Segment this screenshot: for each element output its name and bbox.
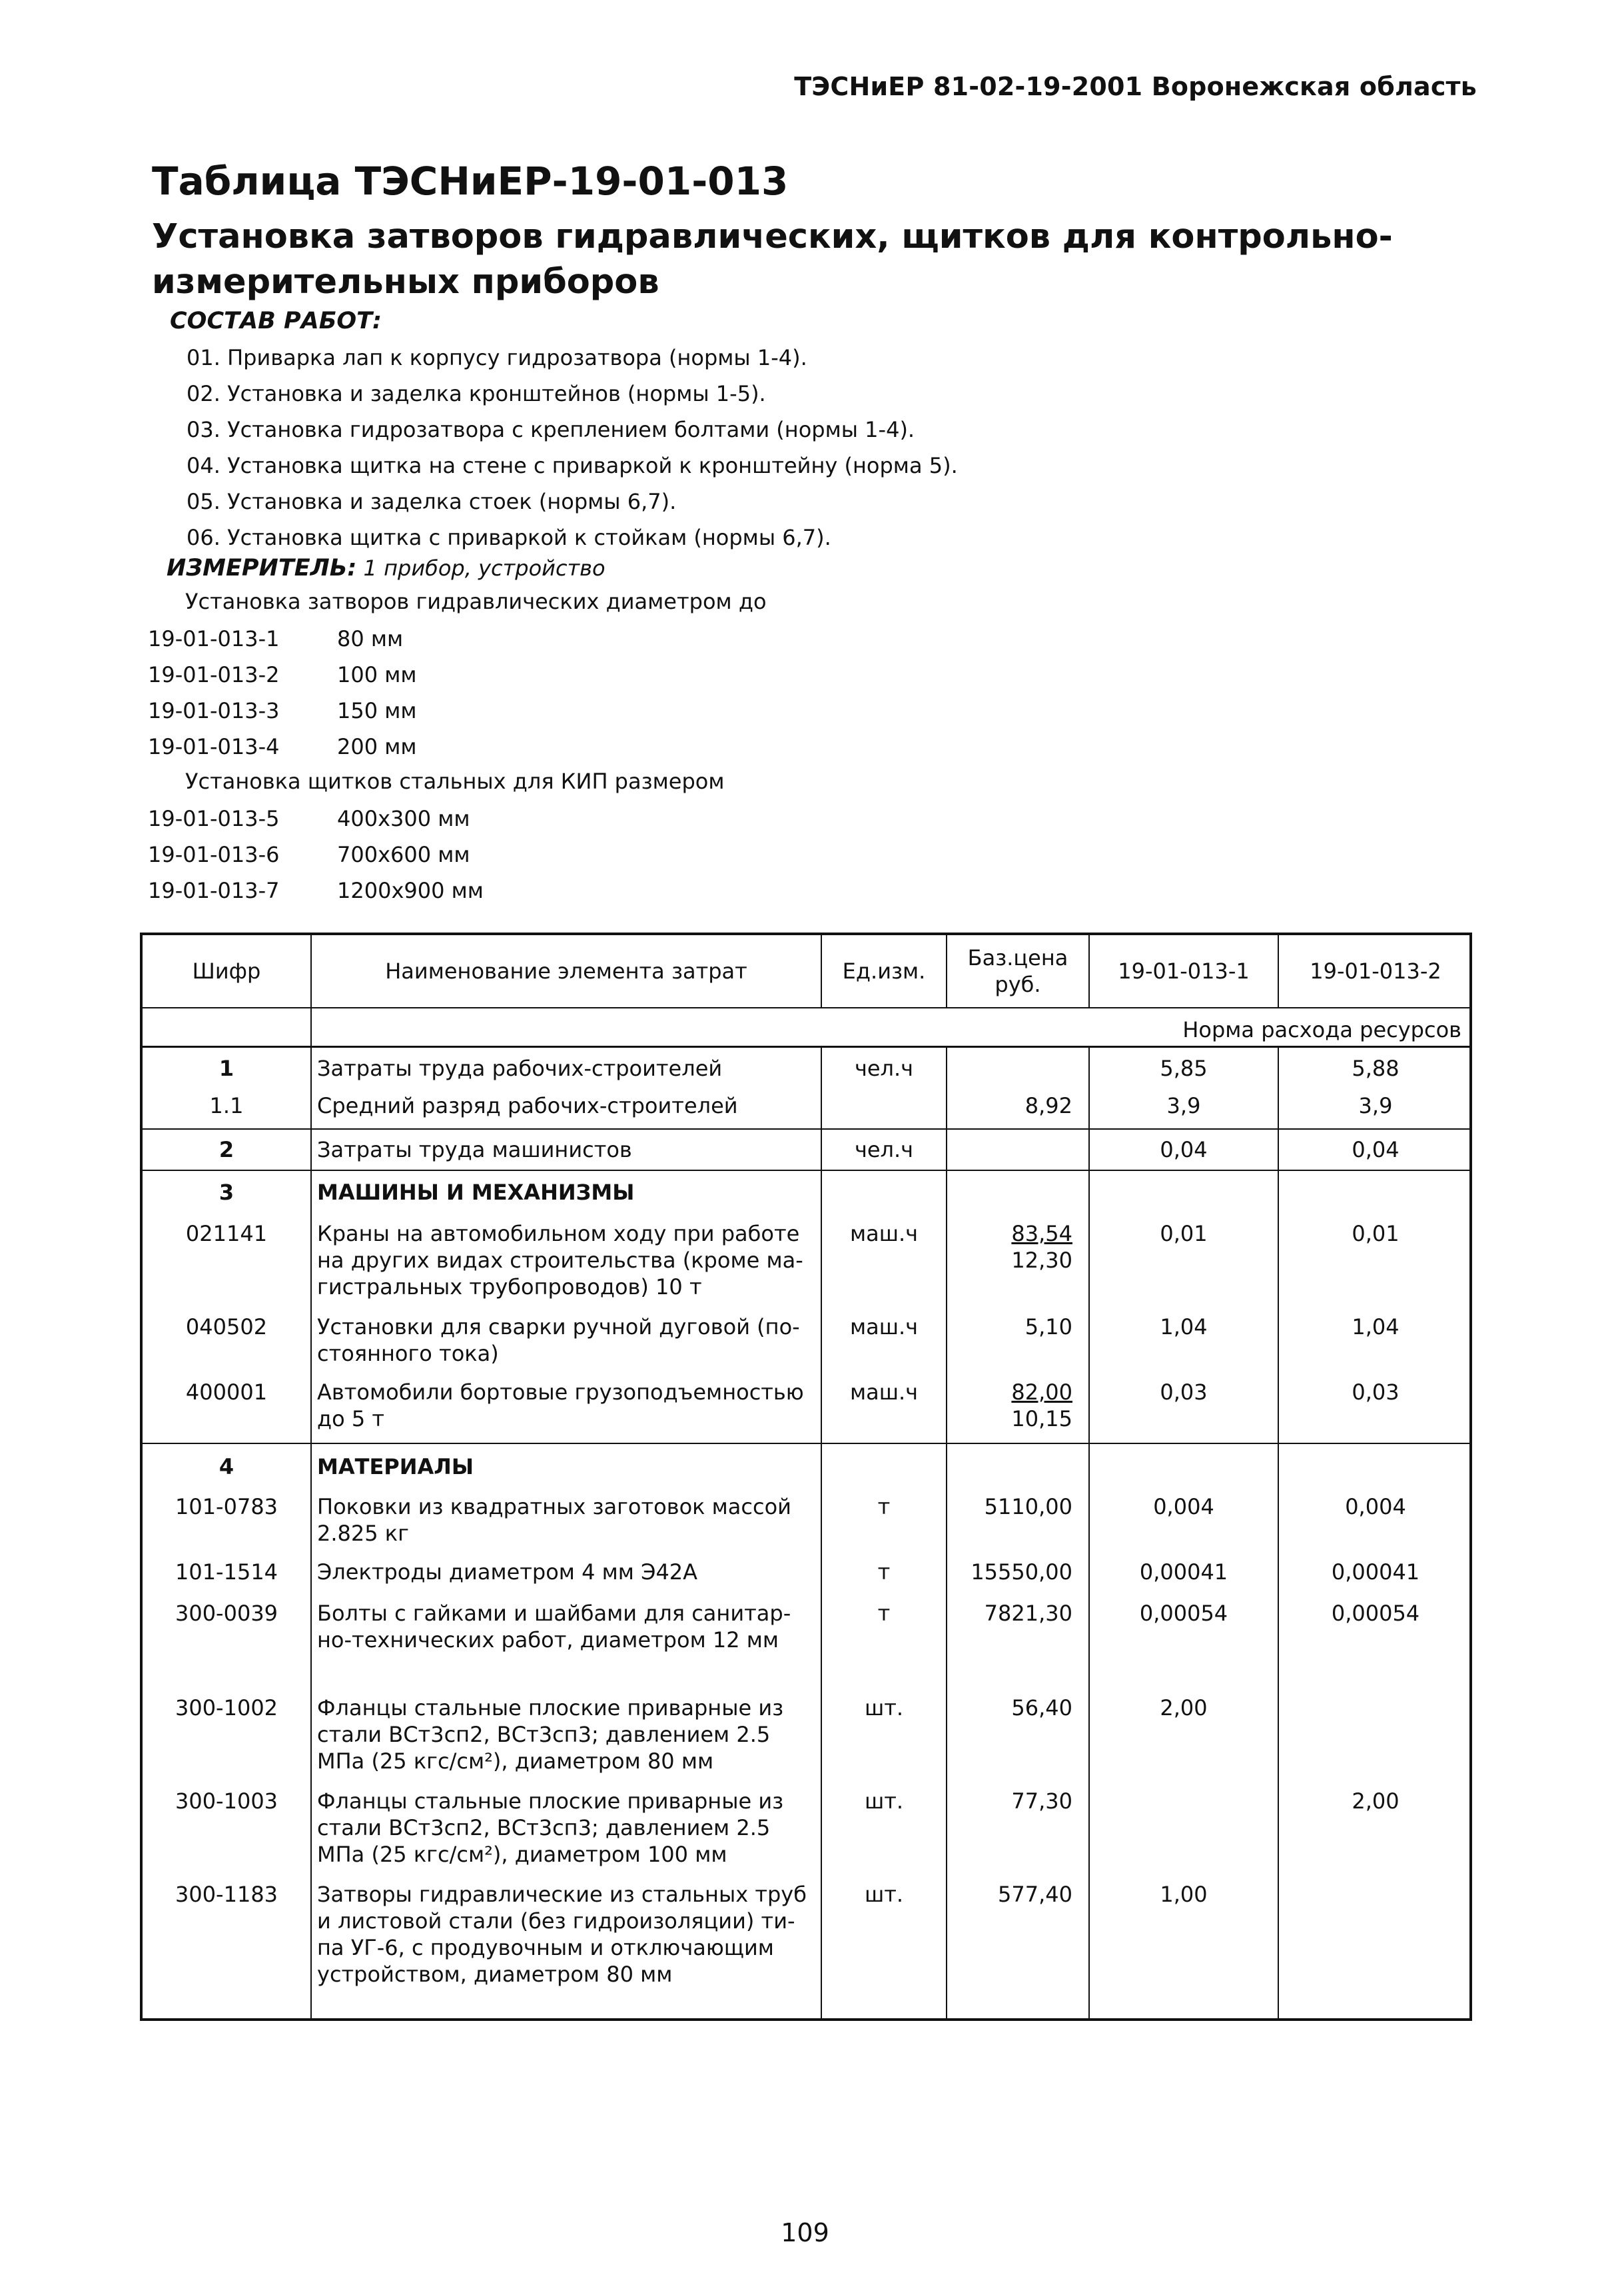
- row-price: 8,92: [1024, 1093, 1072, 1118]
- row-name-line: стали ВСт3сп2, ВСт3сп3; давлением 2.5: [317, 1722, 771, 1747]
- composition-item: 01. Приварка лап к корпусу гидрозатвора (нормы 1-4).: [187, 345, 807, 370]
- row-value-1: 5,85: [1160, 1056, 1208, 1081]
- row-unit: чел.ч: [854, 1056, 914, 1081]
- row-value-1: 1,04: [1160, 1314, 1208, 1339]
- row-code: 300-1003: [175, 1788, 278, 1814]
- row-name-line: Затраты труда рабочих-строителей: [317, 1056, 723, 1081]
- norm-row: [148, 729, 417, 765]
- norm-value: 400x300 мм: [337, 806, 470, 831]
- section-heading: МАТЕРИАЛЫ: [317, 1454, 474, 1479]
- row-name-line: Затворы гидравлические из стальных труб: [317, 1882, 807, 1907]
- norm-value: 100 мм: [337, 662, 417, 687]
- section-title: Установка затворов гидравлических, щитков для контрольно-измерительных приборов: [152, 217, 1393, 302]
- norm-caption: Норма расхода ресурсов: [1182, 1017, 1461, 1042]
- row-code: 1.1: [209, 1093, 244, 1118]
- row-price: 577,40: [998, 1882, 1072, 1907]
- row-value-1: 0,004: [1153, 1494, 1214, 1519]
- row-value-1: 0,00054: [1139, 1601, 1228, 1626]
- column-divider: [310, 935, 312, 2021]
- row-value-2: 5,88: [1352, 1056, 1400, 1081]
- row-unit: шт.: [864, 1882, 904, 1907]
- composition-item: 06. Установка щитка с приваркой к стойкам (нормы 6,7).: [187, 525, 831, 550]
- row-name-line: гистральных трубопроводов) 10 т: [317, 1274, 702, 1300]
- norm-code: 19-01-013-3: [148, 698, 280, 723]
- row-code: 040502: [185, 1314, 268, 1339]
- col-header-unit: Ед.изм.: [842, 958, 926, 984]
- row-price: 5,10: [1024, 1314, 1072, 1339]
- row-name-line: Электроды диаметром 4 мм Э42А: [317, 1559, 698, 1585]
- column-divider: [821, 1047, 822, 2021]
- composition-label: СОСТАВ РАБОТ:: [170, 308, 382, 334]
- row-unit: т: [877, 1559, 891, 1585]
- row-code: 101-1514: [175, 1559, 278, 1585]
- row-code: 1: [218, 1056, 234, 1081]
- norm-code: 19-01-013-7: [148, 878, 280, 903]
- norm-value: 1200x900 мм: [337, 878, 484, 903]
- composition-item: 03. Установка гидрозатвора с креплением болтами (нормы 1-4).: [187, 417, 915, 442]
- row-value-2: 0,00054: [1331, 1601, 1420, 1626]
- row-name-line: МПа (25 кгс/см²), диаметром 80 мм: [317, 1748, 714, 1774]
- row-value-1: 0,03: [1160, 1379, 1208, 1405]
- row-value-1: 0,00041: [1139, 1559, 1228, 1585]
- row-name-line: Средний разряд рабочих-строителей: [317, 1093, 738, 1118]
- row-value-2: 1,04: [1352, 1314, 1400, 1339]
- row-price: 56,40: [1011, 1695, 1072, 1721]
- row-value-1: 0,04: [1160, 1137, 1208, 1162]
- col-header-name: Наименование элемента затрат: [385, 958, 747, 984]
- row-divider: [143, 1128, 1469, 1130]
- row-unit: т: [877, 1494, 891, 1519]
- row-value-1: 1,00: [1160, 1882, 1208, 1907]
- row-unit: т: [877, 1601, 891, 1626]
- row-name-line: но-технических работ, диаметром 12 мм: [317, 1627, 779, 1653]
- row-name-line: стали ВСт3сп2, ВСт3сп3; давлением 2.5: [317, 1815, 771, 1840]
- meter-value: 1 прибор, устройство: [363, 556, 605, 581]
- norm-code: 19-01-013-6: [148, 842, 280, 867]
- row-name-line: устройством, диаметром 80 мм: [317, 1962, 673, 1987]
- row-code: 300-1002: [175, 1695, 278, 1721]
- norm-code: 19-01-013-2: [148, 662, 280, 687]
- row-code: 400001: [185, 1379, 268, 1405]
- row-unit: чел.ч: [854, 1137, 914, 1162]
- norm-row: [148, 657, 417, 693]
- row-name-line: Установки для сварки ручной дуговой (по-: [317, 1314, 800, 1339]
- row-price: 82,00: [1011, 1379, 1072, 1405]
- group-title: Установка щитков стальных для КИП размером: [185, 769, 725, 794]
- norm-row: [148, 693, 417, 729]
- row-unit: маш.ч: [849, 1221, 919, 1246]
- row-price: 7821,30: [984, 1601, 1072, 1626]
- table-title: Таблица ТЭСНиЕР-19-01-013: [152, 159, 789, 204]
- resource-table: [140, 933, 1472, 2021]
- row-name-line: Автомобили бортовые грузоподъемностью: [317, 1379, 804, 1405]
- col-header-price-unit: руб.: [995, 972, 1041, 997]
- row-price: 83,54: [1011, 1221, 1072, 1246]
- row-value-2: 0,00041: [1331, 1559, 1420, 1585]
- composition-item: 04. Установка щитка на стене с приваркой к кронштейну (норма 5).: [187, 453, 958, 478]
- running-header: ТЭСНиЕР 81-02-19-2001 Воронежская область: [794, 72, 1477, 101]
- row-price: 5110,00: [984, 1494, 1072, 1519]
- row-value-2: 0,004: [1345, 1494, 1406, 1519]
- row-code: 300-1183: [175, 1882, 278, 1907]
- row-code: 2: [218, 1137, 234, 1162]
- row-unit: шт.: [864, 1788, 904, 1814]
- row-divider: [143, 1046, 1469, 1048]
- row-name-line: МПа (25 кгс/см²), диаметром 100 мм: [317, 1842, 727, 1867]
- row-code: 101-0783: [175, 1494, 278, 1519]
- row-name-line: па УГ-6, с продувочным и отключающим: [317, 1935, 774, 1960]
- row-price-wage: 12,30: [1011, 1248, 1072, 1273]
- row-value-2: 0,04: [1352, 1137, 1400, 1162]
- norm-code: 19-01-013-1: [148, 626, 280, 651]
- row-code: 3: [218, 1180, 234, 1205]
- col-header-norm-2: 19-01-013-2: [1310, 958, 1441, 984]
- norm-row: [148, 837, 470, 873]
- row-unit: шт.: [864, 1695, 904, 1721]
- section-heading: МАШИНЫ И МЕХАНИЗМЫ: [317, 1180, 635, 1205]
- norm-value: 80 мм: [337, 626, 404, 651]
- group-title: Установка затворов гидравлических диаметром до: [185, 589, 767, 614]
- row-name-line: 2.825 кг: [317, 1521, 409, 1546]
- composition-item: 02. Установка и заделка кронштейнов (нормы 1-5).: [187, 381, 766, 406]
- col-header-norm-1: 19-01-013-1: [1118, 958, 1250, 984]
- norm-code: 19-01-013-5: [148, 806, 280, 831]
- norm-value: 150 мм: [337, 698, 417, 723]
- row-name-line: и листовой стали (без гидроизоляции) ти-: [317, 1908, 795, 1934]
- row-name-line: стоянного тока): [317, 1341, 499, 1366]
- column-divider: [946, 1047, 947, 2021]
- row-name-line: до 5 т: [317, 1406, 385, 1431]
- norm-row: [148, 873, 484, 909]
- row-value-1: 0,01: [1160, 1221, 1208, 1246]
- norm-value: 200 мм: [337, 734, 417, 759]
- row-value-2: 2,00: [1352, 1788, 1400, 1814]
- row-value-2: 0,01: [1352, 1221, 1400, 1246]
- meter-label: ИЗМЕРИТЕЛЬ:: [167, 555, 357, 581]
- row-unit: маш.ч: [849, 1314, 919, 1339]
- norm-row: [148, 621, 403, 657]
- row-name-line: Затраты труда машинистов: [317, 1137, 632, 1162]
- composition-item: 05. Установка и заделка стоек (нормы 6,7).: [187, 489, 677, 514]
- col-header-code: Шифр: [192, 958, 261, 984]
- row-name-line: Поковки из квадратных заготовок массой: [317, 1494, 791, 1519]
- row-code: 300-0039: [175, 1601, 278, 1626]
- row-code: 4: [218, 1454, 234, 1479]
- row-divider: [143, 1007, 1469, 1008]
- row-unit: маш.ч: [849, 1379, 919, 1405]
- row-name-line: на других видах строительства (кроме ма-: [317, 1248, 803, 1273]
- row-name-line: Фланцы стальные плоские приварные из: [317, 1695, 784, 1721]
- page-number: 109: [781, 2218, 829, 2247]
- column-divider: [1088, 1047, 1090, 2021]
- row-price-wage: 10,15: [1011, 1406, 1072, 1431]
- row-divider: [143, 1170, 1469, 1171]
- row-name-line: Краны на автомобильном ходу при работе: [317, 1221, 800, 1246]
- row-code: 021141: [185, 1221, 268, 1246]
- meter-line: [167, 555, 605, 581]
- norm-row: [148, 801, 470, 837]
- row-value-1: 3,9: [1166, 1093, 1201, 1118]
- row-value-2: 3,9: [1358, 1093, 1393, 1118]
- row-divider: [143, 1443, 1469, 1444]
- row-name-line: Болты с гайками и шайбами для санитар-: [317, 1601, 791, 1626]
- row-value-2: 0,03: [1352, 1379, 1400, 1405]
- composition-list: [187, 340, 958, 556]
- norm-value: 700x600 мм: [337, 842, 470, 867]
- row-value-1: 2,00: [1160, 1695, 1208, 1721]
- row-price: 77,30: [1011, 1788, 1072, 1814]
- norm-code: 19-01-013-4: [148, 734, 280, 759]
- col-header-price: Баз.цена: [967, 945, 1068, 970]
- row-name-line: Фланцы стальные плоские приварные из: [317, 1788, 784, 1814]
- column-divider: [1278, 1047, 1279, 2021]
- row-price: 15550,00: [971, 1559, 1072, 1585]
